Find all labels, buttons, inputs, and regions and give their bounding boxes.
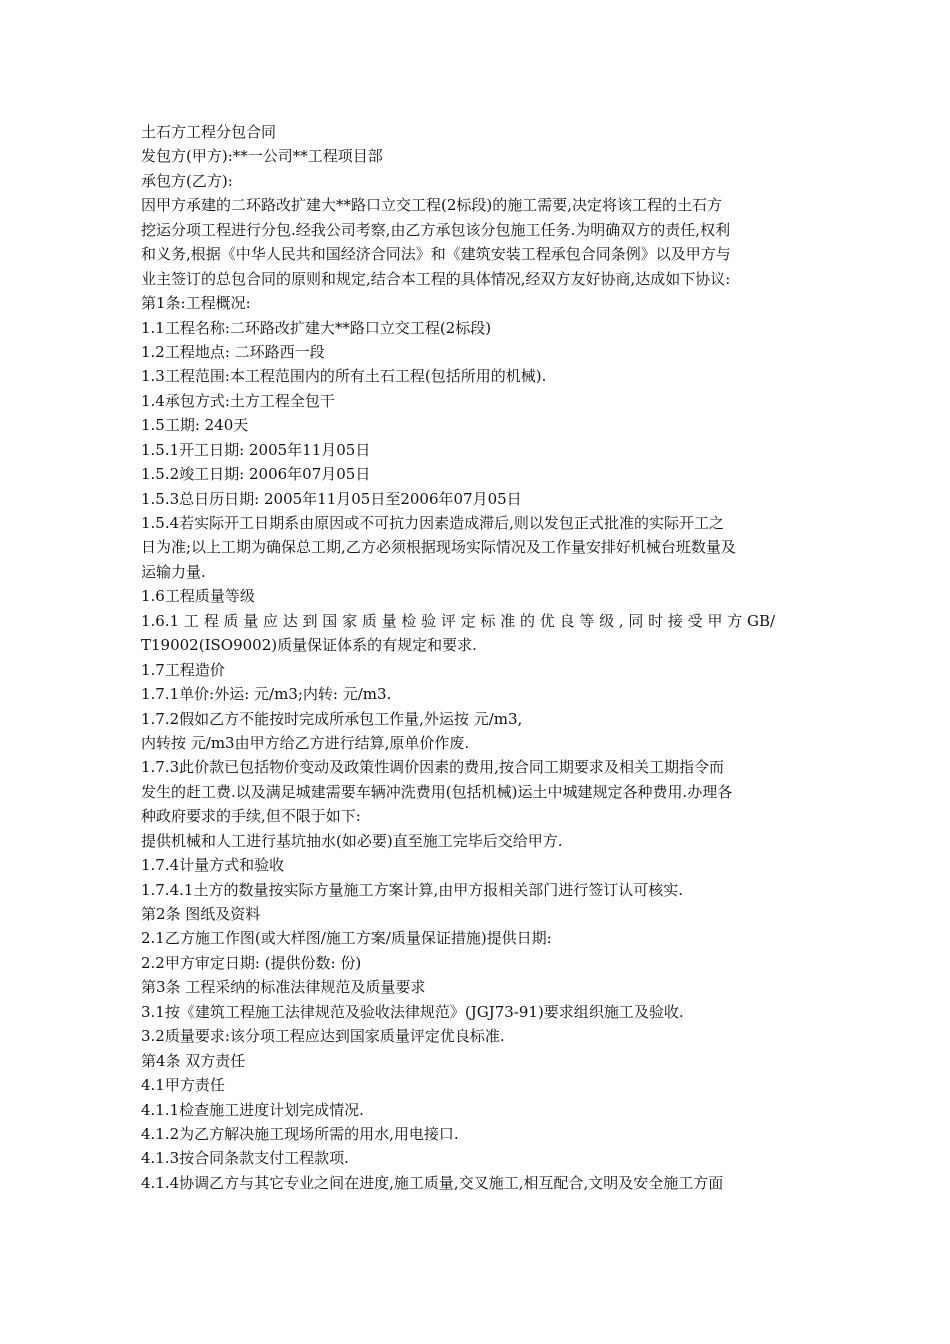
document-line: 第2条 图纸及资料 xyxy=(141,905,261,923)
document-line: 4.1.1检查施工进度计划完成情况. xyxy=(141,1100,364,1119)
document-line: 4.1.4协调乙方与其它专业之间在进度,施工质量,交叉施工,相互配合,文明及安全施工方面 xyxy=(141,1173,724,1192)
document-line: 1.2工程地点: 二环路西一段 xyxy=(141,342,325,361)
document-line: 3.2质量要求:该分项工程应达到国家质量评定优良标准. xyxy=(141,1027,505,1046)
document-line: 提供机械和人工进行基坑抽水(如必要)直至施工完毕后交给甲方. xyxy=(141,831,563,850)
document-line: 1.7.4.1土方的数量按实际方量施工方案计算,由甲方报相关部门进行签订认可核实. xyxy=(141,880,684,899)
document-line: 运输力量. xyxy=(141,562,206,581)
document-line: 2.2甲方审定日期: (提供份数: 份) xyxy=(141,953,362,972)
document-line: T19002(ISO9002)质量保证体系的有规定和要求. xyxy=(141,636,477,655)
document-line: 第3条 工程采纳的标准法律规范及质量要求 xyxy=(141,978,426,997)
document-line: 1.7.4计量方式和验收 xyxy=(141,856,285,875)
document-line: 内转按 元/m3由甲方给乙方进行结算,原单价作废. xyxy=(141,733,470,752)
document-line: 第4条 双方责任 xyxy=(141,1051,246,1070)
document-line: 承包方(乙方): xyxy=(141,171,233,190)
document-line: 发包方(甲方):**一公司**工程项目部 xyxy=(141,147,383,166)
document-lines xyxy=(141,144,813,1195)
document-line: 1.1工程名称:二环路改扩建大**路口立交工程(2标段) xyxy=(141,318,492,337)
document-line: 日为准;以上工期为确保总工期,乙方必须根据现场实际情况及工作量安排好机械台班数量及 xyxy=(141,538,736,557)
document-line: 1.6.1 工 程 质 量 应 达 到 国 家 质 量 检 验 评 定 标 准 的 优 良 等 级 , 同 时 接 受 甲 方 GB/ xyxy=(141,611,776,630)
document-title: 土石方工程分包合同 xyxy=(141,123,277,141)
document-line: 业主签订的总包合同的原则和规定,结合本工程的具体情况,经双方友好协商,达成如下协议: xyxy=(141,269,731,288)
document-line: 和义务,根据《中华人民共和国经济合同法》和《建筑安装工程承包合同条例》以及甲方与 xyxy=(141,245,731,264)
document-line: 1.7.3此价款已包括物价变动及政策性调价因素的费用,按合同工期要求及相关工期指令而 xyxy=(141,758,724,777)
document-line: 1.7.2假如乙方不能按时完成所承包工作量,外运按 元/m3, xyxy=(141,709,523,728)
document-line: 4.1.3按合同条款支付工程款项. xyxy=(141,1149,349,1168)
document-line: 第1条:工程概况: xyxy=(141,294,251,313)
document-line: 1.5.1开工日期: 2005年11月05日 xyxy=(141,440,371,459)
document-line: 因甲方承建的二环路改扩建大**路口立交工程(2标段)的施工需要,决定将该工程的土石方 xyxy=(141,196,723,215)
document-line: 1.7工程造价 xyxy=(141,660,225,679)
document-line: 1.4承包方式:土方工程全包干 xyxy=(141,391,335,410)
document-line: 3.1按《建筑工程施工法律规范及验收法律规范》(JGJ73-91)要求组织施工及验收. xyxy=(141,1002,684,1021)
document-line: 1.5.4若实际开工日期系由原因或不可抗力因素造成滞后,则以发包正式批准的实际开工之 xyxy=(141,514,724,532)
document-line: 挖运分项工程进行分包.经我公司考察,由乙方承包该分包施工任务.为明确双方的责任,权利 xyxy=(141,220,731,239)
document-line: 1.5工期: 240天 xyxy=(141,416,249,435)
document-line: 1.5.2竣工日期: 2006年07月05日 xyxy=(141,465,371,484)
document-line: 1.7.1单价:外运: 元/m3;内转: 元/m3. xyxy=(141,685,392,704)
document-line: 1.5.3总日历日期: 2005年11月05日至2006年07月05日 xyxy=(141,489,522,508)
document-line: 1.3工程范围:本工程范围内的所有土石工程(包括所用的机械). xyxy=(141,367,547,386)
document-line: 1.6工程质量等级 xyxy=(141,587,255,606)
document-body xyxy=(141,120,813,1195)
document-line: 2.1乙方施工作图(或大样图/施工方案/质量保证措施)提供日期: xyxy=(141,929,552,948)
document-line: 4.1甲方责任 xyxy=(141,1076,225,1095)
document-line: 种政府要求的手续,但不限于如下: xyxy=(141,807,361,826)
document-line: 4.1.2为乙方解决施工现场所需的用水,用电接口. xyxy=(141,1124,459,1143)
document-line: 发生的赶工费.以及满足城建需要车辆冲洗费用(包括机械)运土中城建规定各种费用.办理各 xyxy=(141,782,733,801)
